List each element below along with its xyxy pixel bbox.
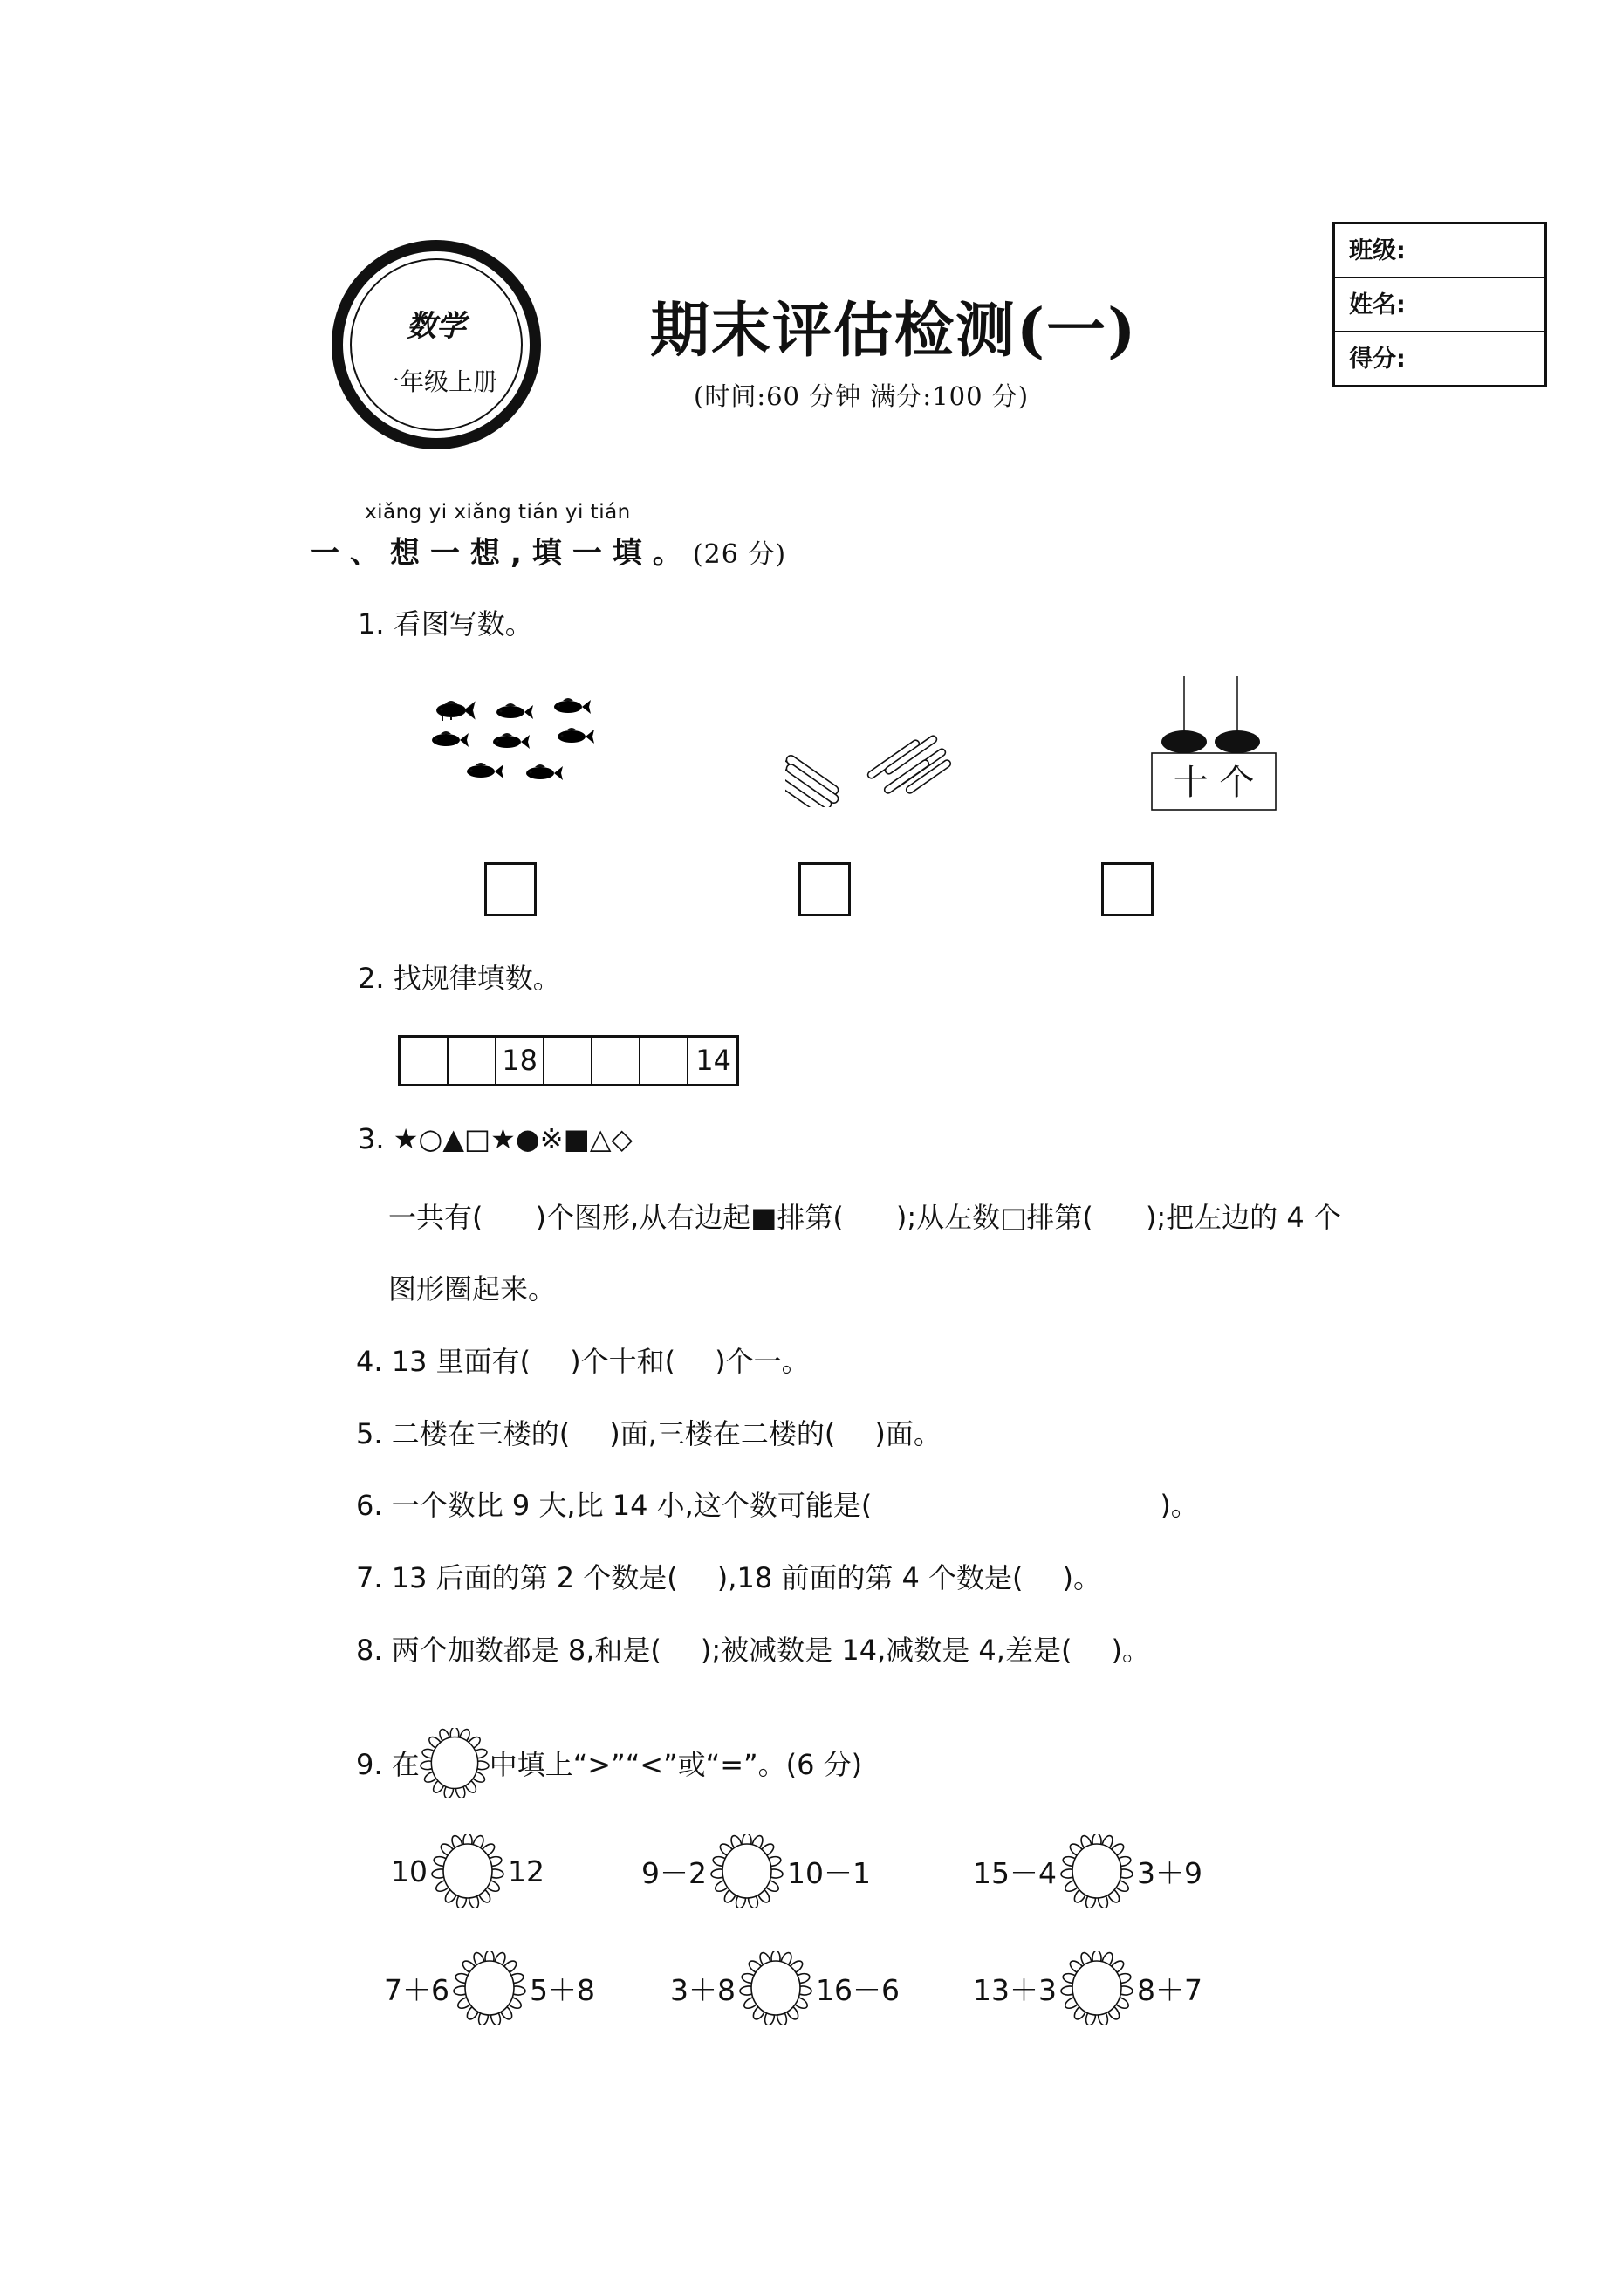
comparison-left: 7＋6	[384, 1972, 449, 2007]
number-cell: 18	[496, 1038, 544, 1084]
score-field[interactable]: 得分:	[1349, 346, 1406, 373]
question-3-line1	[388, 1196, 1341, 1236]
q7-text: )。	[1062, 1561, 1102, 1594]
flower-answer-slot-icon[interactable]	[453, 1951, 526, 2025]
question-6	[356, 1484, 1199, 1524]
q3-text: );把左边的 4 个	[1145, 1201, 1341, 1234]
number-pattern-row	[398, 1035, 739, 1086]
flower-answer-slot-icon[interactable]	[739, 1951, 812, 2025]
comparison-item	[384, 1951, 595, 2025]
question-5	[356, 1412, 942, 1452]
comparison-item	[670, 1951, 900, 2025]
comparison-item	[641, 1834, 871, 1908]
q5-text: )面,三楼在二楼的(	[609, 1417, 836, 1450]
seal-subject: 数学	[407, 309, 466, 344]
class-field[interactable]: 班级:	[1335, 224, 1544, 278]
question-3-shapes: 3. ★○▲□★●※■△◇	[358, 1122, 633, 1155]
comparison-left: 15－4	[973, 1855, 1057, 1890]
q5-text: )面。	[874, 1417, 942, 1450]
question-4	[356, 1340, 810, 1380]
q7-text: 7. 13 后面的第 2 个数是(	[356, 1561, 678, 1594]
number-cell[interactable]	[640, 1038, 688, 1084]
page-title: 期末评估检测(一)	[650, 296, 1138, 366]
question-7	[356, 1556, 1101, 1596]
answer-box-fish[interactable]	[484, 862, 537, 916]
number-cell[interactable]	[592, 1038, 640, 1084]
abacus-icon	[1143, 676, 1278, 812]
comparison-item	[973, 1951, 1202, 2025]
q6-text: )。	[1160, 1489, 1199, 1522]
comparison-left: 10	[391, 1854, 428, 1888]
question-9	[356, 1728, 862, 1798]
fish-group-icon	[432, 698, 624, 794]
number-cell[interactable]	[544, 1038, 592, 1084]
svg-text:十 个: 十 个	[1173, 763, 1255, 803]
comparison-right: 8＋7	[1137, 1972, 1202, 2007]
comparison-item	[391, 1834, 544, 1908]
exam-time-score: (时间:60 分钟 满分:100 分)	[694, 381, 1030, 411]
comparison-left: 13＋3	[973, 1972, 1057, 2007]
answer-box-abacus[interactable]	[1101, 862, 1154, 916]
seal-inner-ring	[350, 258, 523, 431]
section-pinyin: xiǎng yi xiǎng tián yi tián	[365, 501, 631, 524]
student-info-box	[1332, 222, 1547, 387]
number-cell[interactable]	[449, 1038, 496, 1084]
comparison-right: 10－1	[787, 1855, 871, 1890]
comparison-right: 5＋8	[530, 1972, 595, 2007]
q4-text: 4. 13 里面有(	[356, 1345, 531, 1378]
comparison-right: 3＋9	[1137, 1855, 1202, 1890]
q3-text: 一共有(	[388, 1201, 483, 1234]
q4-text: )个十和(	[570, 1345, 676, 1378]
number-cell: 14	[695, 1044, 731, 1077]
q9-text: 中填上“>”“<”或“=”。(6 分)	[489, 1748, 863, 1781]
answer-box-sticks[interactable]	[798, 862, 851, 916]
name-field[interactable]: 姓名:	[1335, 278, 1544, 332]
q9-text: 9. 在	[356, 1748, 420, 1781]
number-cell[interactable]	[401, 1038, 449, 1084]
comparison-right: 16－6	[816, 1972, 900, 2007]
flower-circle-icon	[420, 1728, 490, 1798]
q3-text: );从左数□排第(	[895, 1201, 1093, 1234]
comparison-left: 3＋8	[670, 1972, 736, 2007]
question-2: 2. 找规律填数。	[358, 962, 561, 995]
section-heading	[310, 529, 786, 572]
comparison-item	[973, 1834, 1202, 1908]
question-3-line2: 图形圈起来。	[388, 1272, 557, 1306]
flower-answer-slot-icon[interactable]	[1060, 1834, 1133, 1908]
sticks-bundle-icon	[785, 720, 977, 807]
q8-text: 8. 两个加数都是 8,和是(	[356, 1634, 661, 1667]
flower-answer-slot-icon[interactable]	[1060, 1951, 1133, 2025]
q3-text: )个图形,从右边起■排第(	[535, 1201, 844, 1234]
q7-text: ),18 前面的第 4 个数是(	[716, 1561, 1024, 1594]
subject-seal	[332, 240, 541, 449]
question-8	[356, 1628, 1150, 1669]
q5-text: 5. 二楼在三楼的(	[356, 1417, 571, 1450]
flower-answer-slot-icon[interactable]	[431, 1834, 504, 1908]
flower-answer-slot-icon[interactable]	[710, 1834, 784, 1908]
q6-text: 6. 一个数比 9 大,比 14 小,这个数可能是(	[356, 1489, 873, 1522]
q8-text: );被减数是 14,减数是 4,差是(	[700, 1634, 1072, 1667]
comparison-left: 9－2	[641, 1855, 707, 1890]
section-heading-text: 一、想一想,填一填。	[310, 536, 693, 571]
q4-text: )个一。	[715, 1345, 810, 1378]
q8-text: )。	[1111, 1634, 1150, 1667]
section-score: (26 分)	[692, 539, 787, 570]
seal-grade: 一年级上册	[374, 367, 497, 396]
question-1: 1. 看图写数。	[358, 607, 533, 641]
comparison-right: 12	[508, 1854, 544, 1888]
